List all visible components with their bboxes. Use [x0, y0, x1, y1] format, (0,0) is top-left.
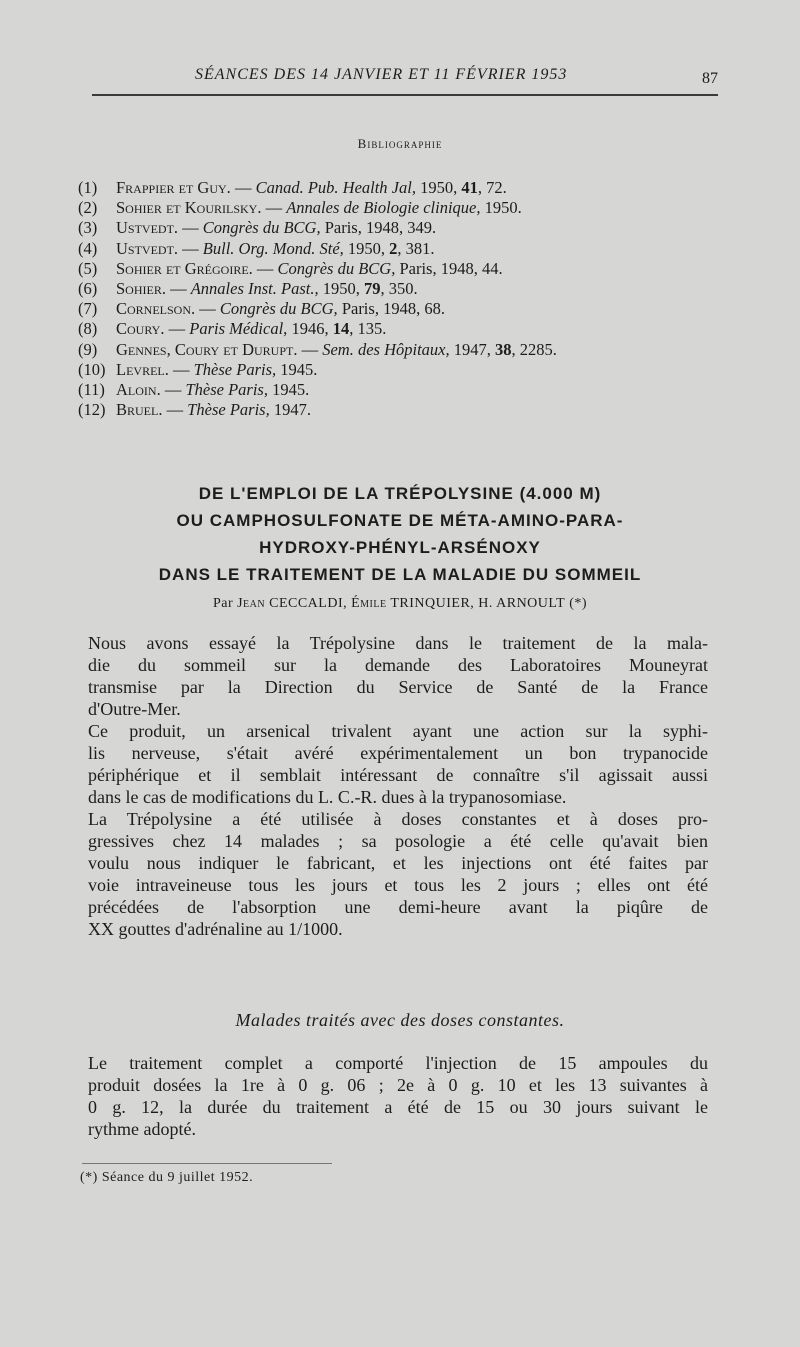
title-line: DANS LE TRAITEMENT DE LA MALADIE DU SOMMEIL: [158, 565, 642, 584]
bibliography-entry: [78, 400, 738, 420]
byline: [0, 596, 800, 612]
header-rule: [92, 94, 718, 96]
text-line: 0 g. 12, la durée du traitement a été de 15 ou 30 jours suivant le: [88, 1097, 708, 1117]
text-line: lis nerveuse, s'était avéré expérimentalement un bon trypanocide: [88, 743, 708, 763]
entry-details: 1945.: [267, 379, 310, 399]
entry-separator: —: [168, 359, 194, 379]
entry-work: Sem. des Hôpitaux,: [322, 339, 450, 359]
entry-details: 1945.: [276, 359, 318, 379]
text-line: voie intraveineuse tous les jours et tous les 2 jours ; elles ont été: [88, 875, 708, 895]
entry-authors: Bruel.: [116, 400, 163, 420]
entry-pages: , 135.: [349, 319, 387, 339]
running-head: [0, 66, 800, 90]
entry-work: Annales Inst. Past.,: [190, 278, 319, 298]
entry-separator: —: [195, 299, 220, 319]
entry-number: (10): [78, 359, 106, 379]
entry-details: Paris, 1948, 44.: [395, 258, 503, 278]
entry-pages: , 350.: [380, 278, 418, 298]
bibliography-entry: [78, 198, 738, 218]
text-line: die du sommeil sur la demande des Laboratoires Mouneyrat: [88, 655, 708, 675]
entry-separator: —: [230, 178, 256, 197]
bibliography-entry: [78, 218, 738, 238]
entry-work: Congrès du BCG,: [219, 299, 338, 319]
entry-authors: Gennes, Coury et Durupt.: [116, 339, 298, 359]
entry-volume: 38: [495, 339, 512, 359]
text-line: Ce produit, un arsenical trivalent ayant une action sur la syphi-: [88, 721, 708, 741]
entry-volume: 79: [363, 278, 381, 298]
entry-separator: —: [165, 278, 191, 298]
footnote-rule: [82, 1163, 332, 1164]
entry-pages: , 381.: [397, 238, 435, 258]
paragraph-1: [88, 632, 708, 720]
entry-number: (2): [78, 198, 98, 218]
text-line: La Trépolysine a été utilisée à doses constantes et à doses pro-: [88, 809, 708, 829]
text-line: Nous avons essayé la Trépolysine dans le traitement de la mala-: [88, 633, 708, 653]
entry-authors: Sohier et Kourilsky.: [116, 198, 262, 218]
entry-details: 1950,: [343, 238, 390, 258]
entry-separator: —: [261, 198, 287, 218]
entry-separator: —: [178, 238, 203, 258]
entry-details: 1950,: [318, 278, 364, 298]
entry-details: 1950.: [480, 198, 522, 218]
text-line: voulu nous indiquer le fabricant, et les injections ont été faites par: [88, 853, 708, 873]
entry-details: Paris, 1948, 68.: [337, 299, 445, 319]
entry-work: Thèse Paris,: [187, 400, 270, 420]
text-line: périphérique et il semblait intéressant de connaître s'il agissait aussi: [88, 765, 708, 785]
text-line: rythme adopté.: [88, 1119, 196, 1139]
text-line: produit dosées la 1re à 0 g. 06 ; 2e à 0 g. 10 et les 13 suivantes à: [88, 1075, 708, 1095]
title-line: DE L'EMPLOI DE LA TRÉPOLYSINE (4.000 M): [198, 484, 602, 503]
title-line: OU CAMPHOSULFONATE DE MÉTA-AMINO-PARA-: [176, 511, 624, 530]
bibliography-entry: [78, 259, 738, 279]
text-line: dans le cas de modifications du L. C.-R. dues à la trypanosomiase.: [88, 787, 567, 807]
text-line: Le traitement complet a comporté l'injection de 15 ampoules du: [88, 1053, 708, 1073]
paragraph-2: [88, 720, 708, 808]
entry-number: (3): [78, 218, 98, 238]
entry-details: 1950,: [415, 178, 462, 197]
entry-number: (9): [78, 339, 98, 359]
bibliography-entry: [78, 319, 738, 339]
paragraph-4: [88, 1052, 708, 1140]
entry-work: Bull. Org. Mond. Sté,: [202, 238, 344, 258]
entry-number: (8): [78, 319, 98, 339]
entry-number: (1): [78, 178, 98, 197]
running-title: SÉANCES DES 14 JANVIER ET 11 FÉVRIER 1953: [195, 66, 568, 83]
bibliography-entry: [78, 178, 738, 198]
entry-authors: Ustvedt.: [116, 238, 179, 258]
entry-authors: Sohier.: [116, 278, 166, 298]
entry-volume: 2: [389, 238, 398, 258]
bibliography-list: [78, 178, 738, 420]
text-line: précédées de l'absorption une demi-heure avant la piqûre de: [88, 897, 708, 917]
entry-work: Canad. Pub. Health Jal,: [255, 178, 416, 197]
entry-separator: —: [162, 400, 188, 420]
entry-work: Annales de Biologie clinique,: [286, 198, 481, 218]
entry-work: Congrès du BCG,: [202, 218, 321, 238]
entry-pages: , 72.: [477, 178, 507, 197]
entry-separator: —: [160, 379, 186, 399]
entry-authors: Cornelson.: [116, 299, 196, 319]
bibliography-entry: [78, 239, 738, 259]
entry-number: (5): [78, 258, 98, 278]
entry-separator: —: [164, 319, 190, 339]
text-line: XX gouttes d'adrénaline au 1/1000.: [88, 919, 343, 939]
entry-number: (4): [78, 238, 98, 258]
entry-number: (12): [78, 400, 106, 420]
byline-authors: Jean CECCALDI, Émile TRINQUIER, H. ARNOULT: [237, 596, 566, 611]
article-body-continued: [88, 1052, 708, 1140]
entry-authors: Sohier et Grégoire.: [116, 258, 253, 278]
paragraph-3: [88, 808, 708, 940]
article-title: [80, 480, 720, 588]
entry-work: Congrès du BCG,: [277, 258, 396, 278]
bibliography-entry: [78, 340, 738, 360]
entry-number: (6): [78, 278, 98, 298]
entry-details: 1947,: [449, 339, 495, 359]
bibliography-entry: [78, 279, 738, 299]
title-line: HYDROXY-PHÉNYL-ARSÉNOXY: [259, 538, 541, 557]
entry-separator: —: [178, 218, 203, 238]
entry-details: 1946,: [287, 319, 333, 339]
byline-par: Par: [212, 596, 234, 611]
entry-volume: 41: [461, 178, 478, 197]
text-line: gressives chez 14 malades ; sa posologie a été celle qu'avait bien: [88, 831, 708, 851]
text-line: d'Outre-Mer.: [88, 699, 181, 719]
text-line: transmise par la Direction du Service de Santé de la France: [88, 677, 708, 697]
entry-authors: Aloin.: [116, 379, 161, 399]
entry-separator: —: [297, 339, 323, 359]
bibliography-entry: [78, 380, 738, 400]
entry-authors: Ustvedt.: [116, 218, 179, 238]
entry-authors: Levrel.: [116, 359, 169, 379]
entry-details: 1947.: [269, 400, 311, 420]
entry-authors: Frappier et Guy.: [116, 178, 231, 197]
entry-separator: —: [252, 258, 278, 278]
entry-work: Paris Médical,: [189, 319, 288, 339]
byline-footnote-mark: (*): [569, 596, 588, 611]
entry-number: (7): [78, 299, 98, 319]
entry-pages: , 2285.: [511, 339, 557, 359]
bibliography-heading: Bibliographie: [357, 136, 443, 151]
entry-details: Paris, 1948, 349.: [320, 218, 437, 238]
article-body: [88, 632, 708, 940]
entry-work: Thèse Paris,: [185, 379, 268, 399]
footnote: (*) Séance du 9 juillet 1952.: [80, 1170, 254, 1185]
entry-volume: 14: [332, 319, 350, 339]
bibliography-entry: [78, 299, 738, 319]
entry-number: (11): [78, 379, 105, 399]
bibliography-entry: [78, 360, 738, 380]
entry-work: Thèse Paris,: [193, 359, 277, 379]
entry-authors: Coury.: [116, 319, 165, 339]
page-number: 87: [702, 70, 718, 87]
section-heading: Malades traités avec des doses constantes.: [235, 1010, 565, 1030]
